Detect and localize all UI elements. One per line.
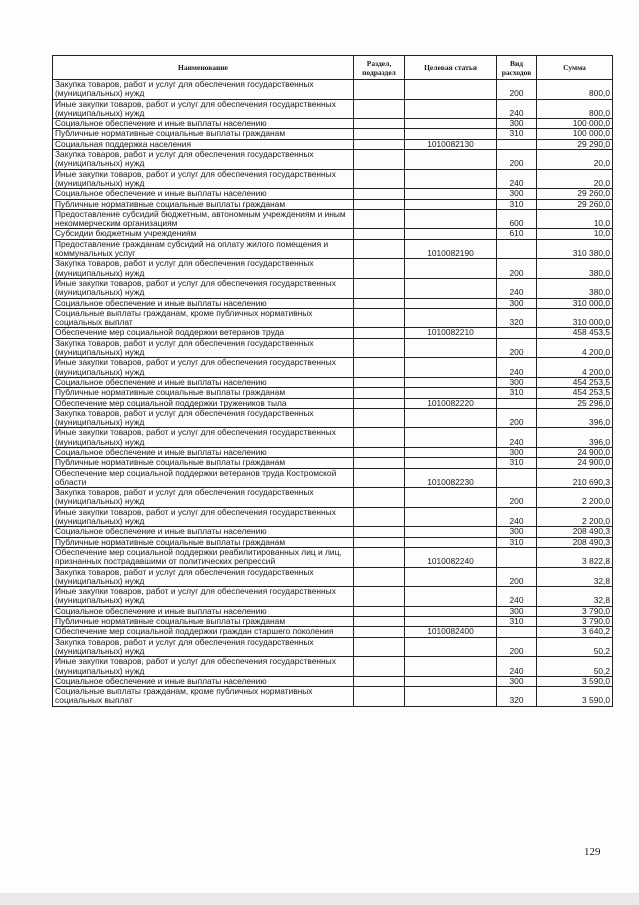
cell-section xyxy=(354,189,405,199)
cell-section xyxy=(354,80,405,100)
cell-target xyxy=(405,99,497,119)
cell-sum: 24 900,0 xyxy=(537,447,613,457)
page-number: 129 xyxy=(584,846,601,858)
cell-type: 310 xyxy=(497,129,537,139)
cell-name: Обеспечение мер социальной поддержки граждан старшего поколения xyxy=(53,627,354,637)
cell-name: Иные закупки товаров, работ и услуг для обеспечения государственных (муниципальных) нужд xyxy=(53,507,354,527)
cell-target: 1010082230 xyxy=(405,468,497,488)
cell-section xyxy=(354,488,405,508)
cell-type: 240 xyxy=(497,428,537,448)
cell-type: 310 xyxy=(497,458,537,468)
cell-target xyxy=(405,278,497,298)
cell-type: 320 xyxy=(497,687,537,707)
cell-type: 310 xyxy=(497,199,537,209)
cell-target xyxy=(405,308,497,328)
table-row xyxy=(53,308,613,328)
cell-section xyxy=(354,259,405,279)
table-row xyxy=(53,547,613,567)
cell-name: Социальная поддержка населения xyxy=(53,139,354,149)
cell-name: Обеспечение мер социальной поддержки реабилитированных лиц и лиц, признанных пострадавшими от политических репрессий xyxy=(53,547,354,567)
cell-section xyxy=(354,338,405,358)
cell-section xyxy=(354,377,405,387)
cell-target xyxy=(405,447,497,457)
cell-target xyxy=(405,150,497,170)
cell-type: 300 xyxy=(497,119,537,129)
cell-sum: 25 296,0 xyxy=(537,398,613,408)
table-row xyxy=(53,567,613,587)
cell-name: Предоставление гражданам субсидий на оплату жилого помещения и коммунальных услуг xyxy=(53,239,354,259)
cell-target xyxy=(405,119,497,129)
cell-name: Социальные выплаты гражданам, кроме публичных нормативных социальных выплат xyxy=(53,308,354,328)
cell-section xyxy=(354,229,405,239)
cell-section xyxy=(354,527,405,537)
table-row xyxy=(53,617,613,627)
cell-target: 1010082240 xyxy=(405,547,497,567)
cell-target xyxy=(405,587,497,607)
cell-target: 1010082400 xyxy=(405,627,497,637)
cell-sum: 10,0 xyxy=(537,209,613,229)
cell-sum: 20,0 xyxy=(537,150,613,170)
cell-sum: 20,0 xyxy=(537,169,613,189)
cell-section xyxy=(354,239,405,259)
table-row xyxy=(53,428,613,448)
cell-section xyxy=(354,328,405,338)
cell-type: 300 xyxy=(497,527,537,537)
cell-section xyxy=(354,606,405,616)
cell-type: 240 xyxy=(497,99,537,119)
table-row xyxy=(53,388,613,398)
cell-section xyxy=(354,507,405,527)
cell-sum: 458 453,5 xyxy=(537,328,613,338)
cell-target xyxy=(405,189,497,199)
cell-type: 240 xyxy=(497,278,537,298)
table-row xyxy=(53,587,613,607)
cell-sum: 800,0 xyxy=(537,99,613,119)
cell-type: 240 xyxy=(497,358,537,378)
cell-name: Иные закупки товаров, работ и услуг для обеспечения государственных (муниципальных) нужд xyxy=(53,358,354,378)
cell-section xyxy=(354,169,405,189)
cell-sum: 4 200,0 xyxy=(537,358,613,378)
cell-sum: 208 490,3 xyxy=(537,527,613,537)
header-section: Раздел, подраздел xyxy=(354,56,405,80)
table-row xyxy=(53,278,613,298)
cell-section xyxy=(354,388,405,398)
cell-name: Социальное обеспечение и иные выплаты населению xyxy=(53,606,354,616)
cell-sum: 800,0 xyxy=(537,80,613,100)
cell-sum: 3 590,0 xyxy=(537,687,613,707)
cell-type: 300 xyxy=(497,298,537,308)
header-row xyxy=(53,56,613,80)
cell-section xyxy=(354,129,405,139)
cell-sum: 32,8 xyxy=(537,567,613,587)
table-body xyxy=(53,80,613,707)
cell-section xyxy=(354,657,405,677)
cell-name: Закупка товаров, работ и услуг для обеспечения государственных (муниципальных) нужд xyxy=(53,637,354,657)
cell-target xyxy=(405,527,497,537)
table-row xyxy=(53,488,613,508)
cell-target xyxy=(405,169,497,189)
cell-section xyxy=(354,637,405,657)
cell-name: Иные закупки товаров, работ и услуг для обеспечения государственных (муниципальных) нужд xyxy=(53,657,354,677)
cell-type: 300 xyxy=(497,676,537,686)
cell-target xyxy=(405,537,497,547)
cell-section xyxy=(354,358,405,378)
cell-section xyxy=(354,458,405,468)
table-row xyxy=(53,209,613,229)
cell-sum: 29 290,0 xyxy=(537,139,613,149)
cell-name: Публичные нормативные социальные выплаты гражданам xyxy=(53,388,354,398)
cell-section xyxy=(354,139,405,149)
cell-target: 1010082210 xyxy=(405,328,497,338)
header-type: Вид расходов xyxy=(497,56,537,80)
cell-section xyxy=(354,428,405,448)
cell-name: Публичные нормативные социальные выплаты гражданам xyxy=(53,458,354,468)
table-row xyxy=(53,328,613,338)
table-row xyxy=(53,298,613,308)
table-row xyxy=(53,606,613,616)
cell-type: 200 xyxy=(497,567,537,587)
cell-name: Публичные нормативные социальные выплаты гражданам xyxy=(53,199,354,209)
table-row xyxy=(53,527,613,537)
cell-section xyxy=(354,209,405,229)
cell-target: 1010082190 xyxy=(405,239,497,259)
table-row xyxy=(53,199,613,209)
cell-target xyxy=(405,488,497,508)
table-row xyxy=(53,627,613,637)
table-row xyxy=(53,408,613,428)
cell-sum: 2 200,0 xyxy=(537,488,613,508)
cell-type xyxy=(497,627,537,637)
cell-name: Закупка товаров, работ и услуг для обеспечения государственных (муниципальных) нужд xyxy=(53,150,354,170)
cell-target: 1010082220 xyxy=(405,398,497,408)
cell-section xyxy=(354,537,405,547)
cell-name: Обеспечение мер социальной поддержки тружеников тыла xyxy=(53,398,354,408)
table-row xyxy=(53,189,613,199)
cell-target xyxy=(405,229,497,239)
table-row xyxy=(53,99,613,119)
cell-target xyxy=(405,129,497,139)
table-row xyxy=(53,537,613,547)
cell-sum: 310 000,0 xyxy=(537,298,613,308)
table-row xyxy=(53,398,613,408)
cell-target xyxy=(405,617,497,627)
cell-target xyxy=(405,676,497,686)
cell-name: Иные закупки товаров, работ и услуг для обеспечения государственных (муниципальных) нужд xyxy=(53,278,354,298)
cell-name: Закупка товаров, работ и услуг для обеспечения государственных (муниципальных) нужд xyxy=(53,80,354,100)
cell-type: 310 xyxy=(497,537,537,547)
cell-name: Социальное обеспечение и иные выплаты населению xyxy=(53,377,354,387)
header-target: Целевая статья xyxy=(405,56,497,80)
cell-target xyxy=(405,298,497,308)
cell-target xyxy=(405,458,497,468)
cell-type xyxy=(497,239,537,259)
cell-sum: 100 000,0 xyxy=(537,119,613,129)
cell-name: Обеспечение мер социальной поддержки ветеранов труда xyxy=(53,328,354,338)
cell-target xyxy=(405,259,497,279)
cell-section xyxy=(354,587,405,607)
cell-type: 300 xyxy=(497,189,537,199)
table-row xyxy=(53,507,613,527)
cell-name: Публичные нормативные социальные выплаты гражданам xyxy=(53,617,354,627)
cell-sum: 310 000,0 xyxy=(537,308,613,328)
cell-section xyxy=(354,119,405,129)
cell-section xyxy=(354,468,405,488)
cell-target: 1010082130 xyxy=(405,139,497,149)
cell-target xyxy=(405,606,497,616)
cell-target xyxy=(405,408,497,428)
cell-sum: 3 640,2 xyxy=(537,627,613,637)
cell-type: 310 xyxy=(497,388,537,398)
cell-sum: 24 900,0 xyxy=(537,458,613,468)
scan-bottom-edge xyxy=(0,893,639,905)
table-row xyxy=(53,687,613,707)
cell-target xyxy=(405,687,497,707)
cell-sum: 50,2 xyxy=(537,657,613,677)
table-row xyxy=(53,259,613,279)
cell-target xyxy=(405,358,497,378)
cell-type xyxy=(497,398,537,408)
cell-type: 300 xyxy=(497,447,537,457)
cell-sum: 454 253,5 xyxy=(537,377,613,387)
cell-type xyxy=(497,139,537,149)
cell-name: Закупка товаров, работ и услуг для обеспечения государственных (муниципальных) нужд xyxy=(53,488,354,508)
cell-type: 600 xyxy=(497,209,537,229)
table-row xyxy=(53,229,613,239)
cell-sum: 454 253,5 xyxy=(537,388,613,398)
cell-type: 300 xyxy=(497,377,537,387)
cell-type: 200 xyxy=(497,408,537,428)
cell-sum: 3 822,8 xyxy=(537,547,613,567)
cell-type: 200 xyxy=(497,80,537,100)
table-row xyxy=(53,338,613,358)
table-row xyxy=(53,676,613,686)
table-row xyxy=(53,150,613,170)
cell-section xyxy=(354,617,405,627)
cell-type: 320 xyxy=(497,308,537,328)
cell-sum: 210 690,3 xyxy=(537,468,613,488)
cell-sum: 208 490,3 xyxy=(537,537,613,547)
table-row xyxy=(53,657,613,677)
cell-section xyxy=(354,278,405,298)
table-row xyxy=(53,129,613,139)
table-row xyxy=(53,80,613,100)
table-row xyxy=(53,637,613,657)
cell-section xyxy=(354,627,405,637)
cell-target xyxy=(405,338,497,358)
cell-target xyxy=(405,428,497,448)
cell-type: 240 xyxy=(497,507,537,527)
table-row xyxy=(53,468,613,488)
cell-target xyxy=(405,199,497,209)
cell-sum: 396,0 xyxy=(537,408,613,428)
cell-name: Иные закупки товаров, работ и услуг для обеспечения государственных (муниципальных) нужд xyxy=(53,428,354,448)
cell-type: 310 xyxy=(497,617,537,627)
cell-sum: 10,0 xyxy=(537,229,613,239)
cell-name: Обеспечение мер социальной поддержки ветеранов труда Костромской области xyxy=(53,468,354,488)
cell-name: Публичные нормативные социальные выплаты гражданам xyxy=(53,537,354,547)
table-row xyxy=(53,169,613,189)
cell-section xyxy=(354,567,405,587)
cell-section xyxy=(354,447,405,457)
cell-target xyxy=(405,388,497,398)
cell-type xyxy=(497,468,537,488)
table-row xyxy=(53,458,613,468)
cell-target xyxy=(405,637,497,657)
cell-section xyxy=(354,547,405,567)
table-row xyxy=(53,447,613,457)
cell-sum: 380,0 xyxy=(537,278,613,298)
cell-sum: 50,2 xyxy=(537,637,613,657)
cell-type: 240 xyxy=(497,657,537,677)
cell-sum: 3 790,0 xyxy=(537,606,613,616)
table-row xyxy=(53,377,613,387)
cell-section xyxy=(354,308,405,328)
table-row xyxy=(53,239,613,259)
cell-section xyxy=(354,150,405,170)
cell-name: Социальное обеспечение и иные выплаты населению xyxy=(53,527,354,537)
cell-name: Иные закупки товаров, работ и услуг для обеспечения государственных (муниципальных) нужд xyxy=(53,169,354,189)
cell-target xyxy=(405,377,497,387)
header-name: Наименование xyxy=(53,56,354,80)
header-sum: Сумма xyxy=(537,56,613,80)
cell-type xyxy=(497,328,537,338)
cell-name: Закупка товаров, работ и услуг для обеспечения государственных (муниципальных) нужд xyxy=(53,408,354,428)
cell-type: 200 xyxy=(497,338,537,358)
table-row xyxy=(53,358,613,378)
cell-sum: 3 590,0 xyxy=(537,676,613,686)
cell-target xyxy=(405,567,497,587)
cell-type: 200 xyxy=(497,150,537,170)
budget-table xyxy=(52,55,613,707)
cell-target xyxy=(405,80,497,100)
cell-section xyxy=(354,298,405,308)
cell-sum: 29 260,0 xyxy=(537,199,613,209)
cell-name: Социальное обеспечение и иные выплаты населению xyxy=(53,676,354,686)
cell-name: Субсидии бюджетным учреждениям xyxy=(53,229,354,239)
cell-name: Иные закупки товаров, работ и услуг для обеспечения государственных (муниципальных) нужд xyxy=(53,587,354,607)
cell-section xyxy=(354,99,405,119)
cell-type: 240 xyxy=(497,587,537,607)
cell-name: Социальные выплаты гражданам, кроме публичных нормативных социальных выплат xyxy=(53,687,354,707)
cell-type: 240 xyxy=(497,169,537,189)
cell-type: 200 xyxy=(497,637,537,657)
table-row xyxy=(53,119,613,129)
cell-type: 200 xyxy=(497,488,537,508)
cell-section xyxy=(354,398,405,408)
cell-sum: 32,8 xyxy=(537,587,613,607)
cell-section xyxy=(354,408,405,428)
cell-section xyxy=(354,199,405,209)
cell-target xyxy=(405,507,497,527)
cell-section xyxy=(354,676,405,686)
cell-sum: 4 200,0 xyxy=(537,338,613,358)
cell-name: Предоставление субсидий бюджетным, автономным учреждениям и иным некоммерческим организациям xyxy=(53,209,354,229)
cell-type: 200 xyxy=(497,259,537,279)
cell-sum: 2 200,0 xyxy=(537,507,613,527)
cell-sum: 380,0 xyxy=(537,259,613,279)
cell-name: Публичные нормативные социальные выплаты гражданам xyxy=(53,129,354,139)
cell-type: 610 xyxy=(497,229,537,239)
cell-sum: 396,0 xyxy=(537,428,613,448)
cell-sum: 310 380,0 xyxy=(537,239,613,259)
cell-name: Социальное обеспечение и иные выплаты населению xyxy=(53,298,354,308)
cell-sum: 3 790,0 xyxy=(537,617,613,627)
cell-name: Закупка товаров, работ и услуг для обеспечения государственных (муниципальных) нужд xyxy=(53,567,354,587)
cell-target xyxy=(405,657,497,677)
cell-name: Закупка товаров, работ и услуг для обеспечения государственных (муниципальных) нужд xyxy=(53,259,354,279)
table-row xyxy=(53,139,613,149)
cell-sum: 100 000,0 xyxy=(537,129,613,139)
cell-type xyxy=(497,547,537,567)
cell-name: Социальное обеспечение и иные выплаты населению xyxy=(53,119,354,129)
cell-target xyxy=(405,209,497,229)
cell-name: Социальное обеспечение и иные выплаты населению xyxy=(53,447,354,457)
cell-type: 300 xyxy=(497,606,537,616)
cell-section xyxy=(354,687,405,707)
table-header xyxy=(53,56,613,80)
cell-sum: 29 260,0 xyxy=(537,189,613,199)
cell-name: Иные закупки товаров, работ и услуг для обеспечения государственных (муниципальных) нужд xyxy=(53,99,354,119)
cell-name: Социальное обеспечение и иные выплаты населению xyxy=(53,189,354,199)
cell-name: Закупка товаров, работ и услуг для обеспечения государственных (муниципальных) нужд xyxy=(53,338,354,358)
